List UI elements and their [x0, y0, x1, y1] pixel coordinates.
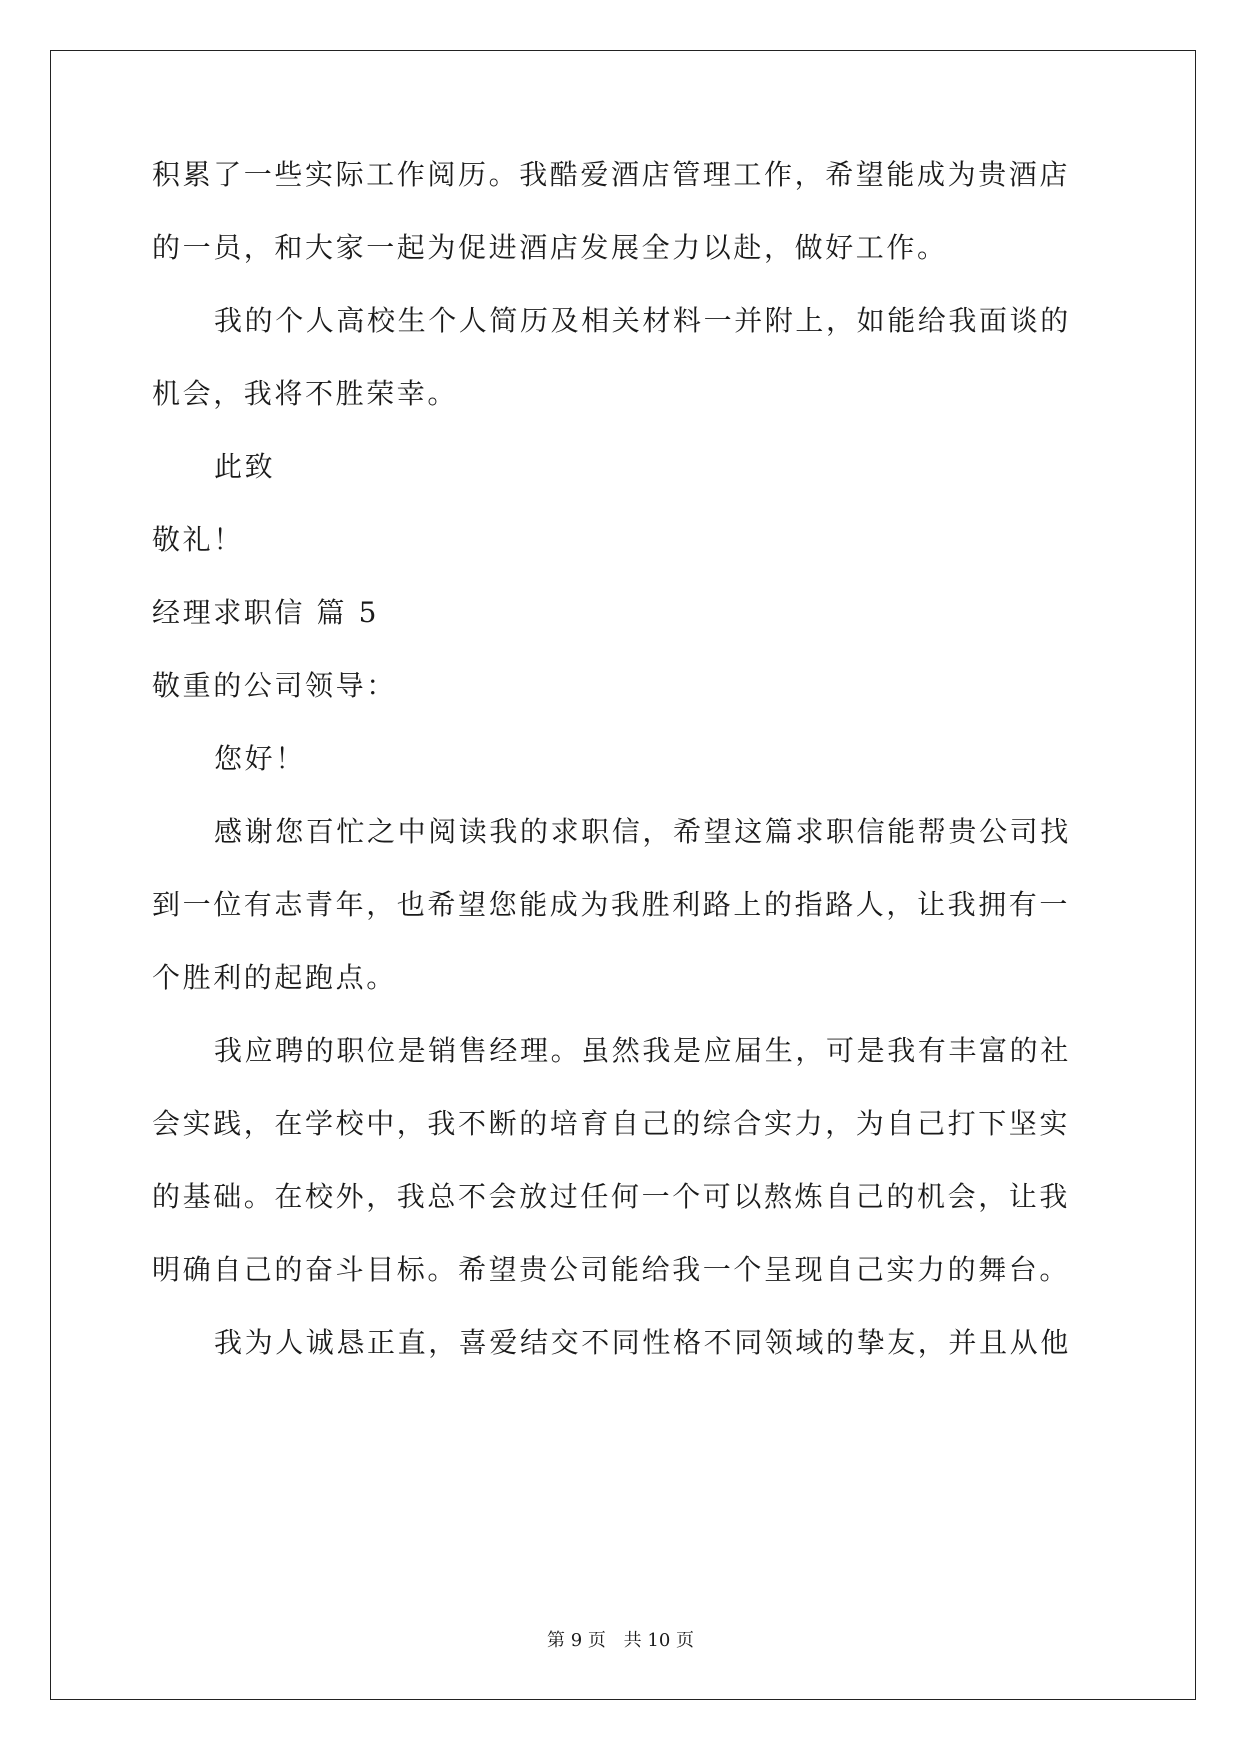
greeting: 您好！	[214, 742, 306, 775]
body-line-1: 积累了一些实际工作阅历。我酷爱酒店管理工作，希望能成为贵酒店	[152, 158, 1071, 191]
page-total: 共 10 页	[623, 1630, 694, 1651]
page-border	[50, 50, 1196, 1700]
body-line-15: 的基础。在校外，我总不会放过任何一个可以熬炼自己的机会，让我	[152, 1180, 1071, 1213]
section-title: 经理求职信 篇 5	[152, 596, 380, 629]
body-line-14: 会实践，在学校中，我不断的培育自己的综合实力，为自己打下坚实	[152, 1107, 1071, 1140]
body-line-11: 到一位有志青年，也希望您能成为我胜利路上的指路人，让我拥有一	[152, 888, 1071, 921]
body-line-12: 个胜利的起跑点。	[152, 961, 397, 994]
closing-regards: 敬礼！	[152, 523, 244, 556]
page-footer	[0, 1626, 1241, 1652]
body-line-2: 的一员，和大家一起为促进酒店发展全力以赴，做好工作。	[152, 231, 948, 264]
closing-salutation: 此致	[214, 450, 276, 483]
body-line-16: 明确自己的奋斗目标。希望贵公司能给我一个呈现自己实力的舞台。	[152, 1253, 1071, 1286]
body-line-4: 机会，我将不胜荣幸。	[152, 377, 459, 410]
body-line-3: 我的个人高校生个人简历及相关材料一并附上，如能给我面谈的	[214, 304, 1071, 337]
body-line-10: 感谢您百忙之中阅读我的求职信，希望这篇求职信能帮贵公司找	[214, 815, 1071, 848]
body-line-17: 我为人诚恳正直，喜爱结交不同性格不同领域的挚友，并且从他	[214, 1326, 1071, 1359]
page-number: 第 9 页	[547, 1630, 606, 1651]
greeting-recipient: 敬重的公司领导：	[152, 669, 397, 702]
body-line-13: 我应聘的职位是销售经理。虽然我是应届生，可是我有丰富的社	[214, 1034, 1071, 1067]
